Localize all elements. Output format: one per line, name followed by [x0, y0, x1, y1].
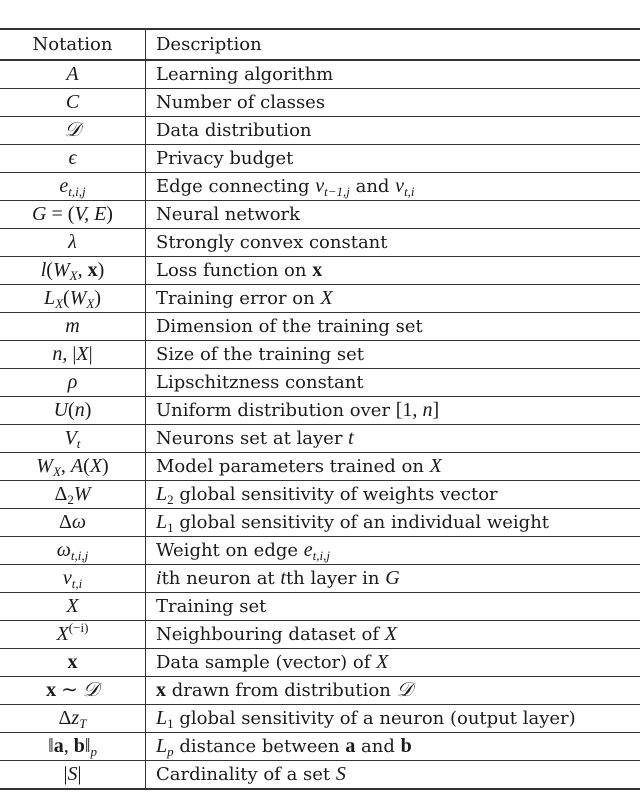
- description-cell: [146, 173, 640, 201]
- description-token: ]: [432, 399, 440, 421]
- notation-token: ): [106, 203, 113, 225]
- notation-cell: [0, 257, 146, 285]
- notation-token: |: [77, 763, 82, 785]
- description-token: Model parameters trained on: [156, 456, 430, 477]
- description-cell: [146, 509, 640, 537]
- notation-token: (−i): [68, 620, 89, 635]
- description-token: drawn from distribution: [166, 680, 397, 701]
- notation-token: (: [63, 287, 70, 309]
- description-cell: [146, 229, 640, 257]
- notation-token: X: [52, 464, 61, 479]
- notation-token: C: [65, 91, 80, 113]
- description-token: Loss function on: [156, 260, 313, 281]
- table-row: [0, 565, 640, 593]
- description-token: Privacy budget: [156, 148, 294, 169]
- description-token: and: [349, 176, 396, 197]
- table-row: [0, 313, 640, 341]
- table-row: [0, 285, 640, 313]
- table-row: [0, 89, 640, 117]
- notation-token: T: [79, 716, 87, 731]
- notation-token: V, E: [74, 203, 107, 225]
- notation-token: X: [86, 296, 95, 311]
- table-row: [0, 117, 640, 145]
- description-cell: [146, 593, 640, 621]
- notation-token: 𝒟: [64, 119, 81, 141]
- notation-token: (: [68, 399, 75, 421]
- table-row: [0, 397, 640, 425]
- notation-token: v: [62, 567, 72, 589]
- description-token: global sensitivity of weights vector: [173, 484, 498, 505]
- description-token: distance between: [173, 736, 346, 757]
- description-cell: [146, 341, 640, 369]
- description-cell: [146, 733, 640, 761]
- description-token: x: [312, 259, 323, 281]
- notation-token: L: [43, 287, 56, 309]
- notation-token: X: [56, 623, 69, 645]
- notation-cell: [0, 621, 146, 649]
- description-token: n: [422, 399, 433, 421]
- notation-cell: [0, 60, 146, 89]
- description-token: i: [156, 567, 162, 589]
- notation-cell: [0, 593, 146, 621]
- description-token: Neighbouring dataset of: [156, 624, 385, 645]
- notation-token: x: [46, 679, 57, 701]
- table-row: [0, 341, 640, 369]
- notation-token: X: [55, 296, 64, 311]
- notation-token: λ: [68, 231, 77, 253]
- notation-token: Δ: [54, 483, 68, 505]
- description-token: Edge connecting: [156, 176, 316, 197]
- description-cell: [146, 89, 640, 117]
- description-token: 1: [167, 716, 174, 731]
- notation-token: n: [52, 343, 63, 365]
- notation-token: ): [84, 399, 92, 421]
- description-cell: [146, 60, 640, 89]
- notation-token: ∼: [56, 679, 83, 701]
- notation-cell: [0, 285, 146, 313]
- description-token: t−1,j: [324, 184, 350, 199]
- description-token: t: [280, 567, 286, 589]
- notation-token: ,: [77, 259, 88, 281]
- table-row: [0, 593, 640, 621]
- description-token: Training set: [156, 596, 267, 617]
- notation-token: X: [76, 343, 89, 365]
- notation-token: A: [70, 455, 84, 477]
- description-token: Data distribution: [156, 120, 312, 141]
- description-cell: [146, 565, 640, 593]
- description-token: Neural network: [156, 204, 301, 225]
- notation-token: p: [90, 744, 97, 759]
- notation-cell: [0, 453, 146, 481]
- description-token: and: [355, 736, 401, 757]
- table-row: [0, 369, 640, 397]
- notation-token: t,i,j: [70, 548, 89, 563]
- notation-token: ): [102, 455, 109, 477]
- table-row: [0, 201, 640, 229]
- notation-token: V: [64, 427, 77, 449]
- description-cell: [146, 145, 640, 173]
- notation-token: x: [87, 259, 98, 281]
- table-row: [0, 145, 640, 173]
- notation-cell: [0, 173, 146, 201]
- notation-token: n: [74, 399, 85, 421]
- notation-token: Δ: [59, 511, 72, 533]
- notation-token: Δ: [58, 707, 72, 729]
- description-token: t,i: [404, 184, 415, 199]
- notation-token: W: [69, 287, 87, 309]
- notation-token: W: [73, 483, 91, 505]
- table-row: [0, 173, 640, 201]
- description-token: a: [345, 735, 356, 757]
- notation-cell: [0, 761, 146, 790]
- description-token: Dimension of the training set: [156, 316, 423, 337]
- description-cell: [146, 257, 640, 285]
- description-token: p: [167, 744, 174, 759]
- description-token: t,i,j: [312, 548, 330, 563]
- header-description: Description: [146, 29, 640, 60]
- notation-token: ,: [60, 455, 71, 477]
- notation-token: X: [89, 455, 103, 477]
- description-token: X: [376, 651, 389, 673]
- notation-cell: [0, 341, 146, 369]
- description-token: Size of the training set: [156, 344, 365, 365]
- table-row: [0, 453, 640, 481]
- notation-table: [0, 28, 640, 790]
- table-row: [0, 733, 640, 761]
- notation-token: X: [69, 268, 78, 283]
- notation-token: b: [73, 735, 85, 757]
- description-cell: [146, 481, 640, 509]
- description-cell: [146, 369, 640, 397]
- description-token: Cardinality of a set: [156, 764, 336, 785]
- description-token: X: [320, 287, 333, 309]
- notation-token: t,i: [71, 576, 83, 591]
- notation-cell: [0, 481, 146, 509]
- description-token: L: [156, 483, 168, 505]
- notation-cell: [0, 117, 146, 145]
- table-row: [0, 537, 640, 565]
- notation-cell: [0, 705, 146, 733]
- description-cell: [146, 425, 640, 453]
- table-row: [0, 425, 640, 453]
- notation-token: |: [88, 343, 93, 365]
- description-token: th layer in: [285, 568, 386, 589]
- description-token: global sensitivity of an individual weight: [173, 512, 550, 533]
- description-cell: [146, 677, 640, 705]
- description-token: Lipschitzness constant: [156, 372, 364, 393]
- table-row: [0, 509, 640, 537]
- notation-token: ,: [63, 735, 74, 757]
- notation-token: |: [63, 763, 68, 785]
- table-row: [0, 761, 640, 790]
- notation-token: = (: [46, 203, 75, 225]
- notation-token: ω: [56, 539, 71, 561]
- notation-token: l: [40, 259, 47, 281]
- description-token: e: [303, 539, 313, 561]
- description-token: Learning algorithm: [156, 64, 334, 85]
- description-token: 2: [167, 492, 174, 507]
- notation-token: m: [65, 315, 80, 337]
- description-token: Neurons set at layer: [156, 428, 349, 449]
- notation-cell: [0, 733, 146, 761]
- description-token: L: [156, 735, 168, 757]
- description-token: X: [384, 623, 397, 645]
- notation-token: 2: [67, 492, 74, 507]
- notation-token: ϵ: [68, 147, 77, 169]
- notation-token: U: [53, 399, 69, 421]
- description-token: x: [156, 679, 166, 701]
- notation-token: G: [32, 203, 47, 225]
- description-token: L: [156, 707, 168, 729]
- notation-token: e: [59, 175, 69, 197]
- table-row: [0, 257, 640, 285]
- notation-token: 𝒟: [82, 679, 99, 701]
- description-cell: [146, 537, 640, 565]
- notation-token: , |: [62, 343, 77, 365]
- notation-token: ): [94, 287, 102, 309]
- description-token: S: [335, 763, 346, 785]
- notation-cell: [0, 229, 146, 257]
- description-cell: [146, 313, 640, 341]
- notation-cell: [0, 201, 146, 229]
- description-token: b: [400, 735, 412, 757]
- table-header-row: [0, 29, 640, 60]
- notation-cell: [0, 565, 146, 593]
- notation-cell: [0, 89, 146, 117]
- description-token: Strongly convex constant: [156, 232, 388, 253]
- description-token: G: [385, 567, 400, 589]
- table-row: [0, 229, 640, 257]
- notation-token: W: [36, 455, 53, 477]
- notation-token: t: [76, 436, 81, 451]
- description-token: v: [395, 175, 405, 197]
- description-token: L: [156, 511, 168, 533]
- notation-token: (: [46, 259, 53, 281]
- description-cell: [146, 705, 640, 733]
- description-token: t: [348, 427, 354, 449]
- description-token: th neuron at: [161, 568, 281, 589]
- description-token: [1,: [395, 399, 423, 421]
- notation-cell: [0, 649, 146, 677]
- description-token: Number of classes: [156, 92, 326, 113]
- description-token: 1: [167, 520, 174, 535]
- description-cell: [146, 285, 640, 313]
- notation-cell: [0, 145, 146, 173]
- notation-token: ‖: [48, 735, 54, 757]
- description-token: v: [315, 175, 325, 197]
- notation-cell: [0, 677, 146, 705]
- description-token: 𝒟: [396, 679, 413, 701]
- table-row: [0, 705, 640, 733]
- notation-token: x: [67, 651, 78, 673]
- notation-token: W: [52, 259, 70, 281]
- header-notation: Notation: [0, 29, 146, 60]
- description-cell: [146, 201, 640, 229]
- notation-token: (: [83, 455, 90, 477]
- description-token: global sensitivity of a neuron (output layer): [173, 708, 576, 729]
- notation-token: X: [66, 595, 79, 617]
- notation-token: ω: [71, 511, 86, 533]
- notation-cell: [0, 397, 146, 425]
- description-token: Data sample (vector) of: [156, 652, 377, 673]
- table-row: [0, 481, 640, 509]
- description-cell: [146, 761, 640, 790]
- table-row: [0, 677, 640, 705]
- notation-token: S: [67, 763, 78, 785]
- description-cell: [146, 649, 640, 677]
- notation-cell: [0, 313, 146, 341]
- table-row: [0, 60, 640, 89]
- table-row: [0, 621, 640, 649]
- description-token: Weight on edge: [156, 540, 304, 561]
- description-token: X: [429, 455, 442, 477]
- notation-token: ): [97, 259, 105, 281]
- description-cell: [146, 621, 640, 649]
- notation-token: ‖: [84, 735, 91, 757]
- notation-token: ρ: [67, 371, 78, 393]
- notation-cell: [0, 425, 146, 453]
- description-cell: [146, 453, 640, 481]
- notation-cell: [0, 369, 146, 397]
- notation-token: t,i,j: [68, 184, 86, 199]
- description-cell: [146, 397, 640, 425]
- notation-cell: [0, 537, 146, 565]
- notation-token: a: [53, 735, 64, 757]
- description-token: Uniform distribution over: [156, 400, 396, 421]
- notation-token: z: [71, 707, 80, 729]
- table-row: [0, 649, 640, 677]
- notation-cell: [0, 509, 146, 537]
- description-token: Training error on: [156, 288, 321, 309]
- notation-token: A: [66, 63, 79, 85]
- description-cell: [146, 117, 640, 145]
